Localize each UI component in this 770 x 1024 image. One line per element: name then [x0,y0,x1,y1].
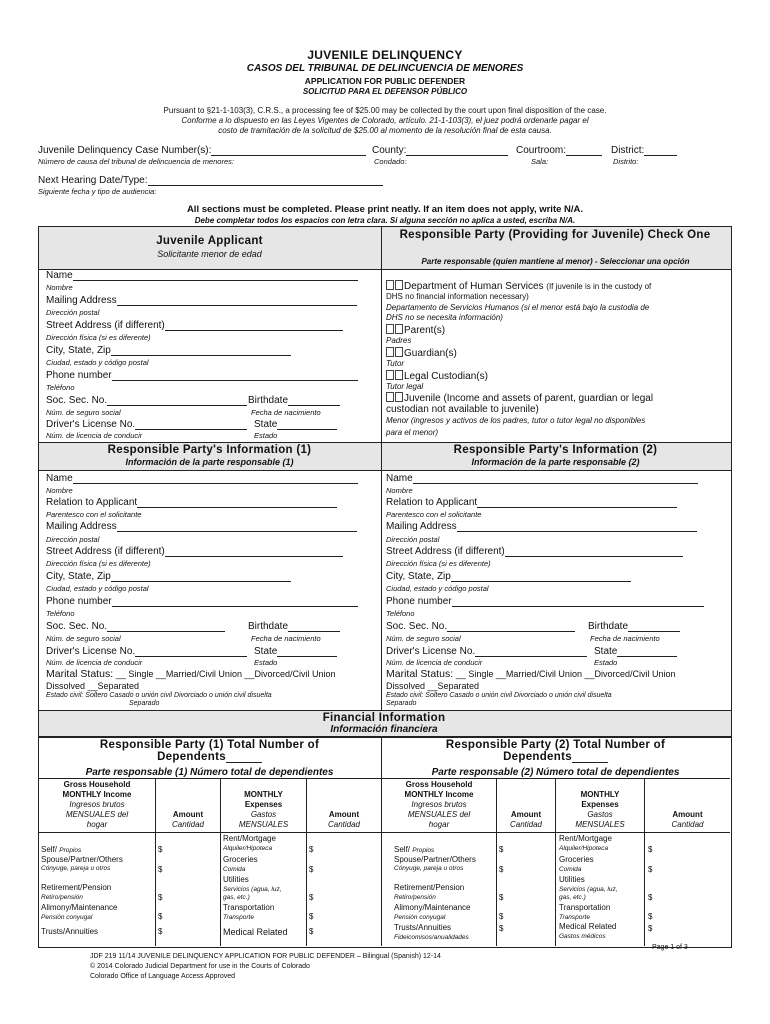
amount-field[interactable]: $ [309,845,314,854]
income-retirement-es: Retiro/pensión [41,894,83,901]
instructions: All sections must be completed. Please print neatly. If an item does not apply, write N/A. [186,204,584,215]
checkbox-icon[interactable] [395,370,403,380]
income-spouse-es: Cónyuge, pareja u otros [394,865,464,872]
expense-rent: Rent/Mortgage [223,834,276,843]
page-number: Page 1 of 3 [652,944,688,951]
label: State [254,419,278,430]
expense-groceries-es: Comida [559,866,582,873]
option-es: DHS no se necesita información) [386,313,503,322]
income-alimony-es: Pensión conyugal [394,914,446,921]
income-retirement: Retirement/Pension [41,883,112,892]
district-field[interactable] [611,145,677,156]
income-self [41,845,81,854]
label: Relation to Applicant [386,497,478,508]
label: Driver's License No. [46,419,136,430]
amount-field[interactable]: $ [499,912,504,921]
party2-marital-field[interactable] [386,668,676,680]
expense-transport-es: Transporte [223,914,254,921]
expense-rent-es: Alquiler/Hipoteca [559,845,609,852]
label-es: Núm. de licencia de conducir [46,658,143,667]
label-es: Ciudad, estado y código postal [46,358,149,367]
label: Responsible Party (1) Total Number of [99,739,320,751]
label-es: Dirección física (si es diferente) [386,559,491,568]
amount-col-header [645,810,730,830]
amount-field[interactable]: $ [499,865,504,874]
amount-field[interactable]: $ [309,927,314,936]
party1-city-field[interactable] [46,571,291,582]
applicant-mailing-field[interactable] [46,295,357,306]
option-es: Padres [386,336,412,345]
rp2-dependents[interactable] [381,739,730,763]
expense-transport: Transportation [223,903,275,912]
label-es: Núm. de seguro social [46,634,121,643]
fee-note-es-1: Conforme a lo dispuesto en las Leyes Vigentes de Colorado, artículo. 21-1-103(3), el juez podrá ordenarle pagar el [181,116,589,125]
option-dhs[interactable] [386,280,651,292]
responsible-heading: Responsible Party (Providing for Juvenile) Check One [399,229,711,241]
instructions-es: Debe completar todos los espacios con letra clara. Si alguna sección no aplica a usted, escriba N/A. [194,216,576,225]
form-subtitle: APPLICATION FOR PUBLIC DEFENDER [304,76,466,86]
expense-col-header [221,790,306,830]
applicant-heading-es: Solicitante menor de edad [157,249,262,259]
label: Marital Status: [46,668,114,680]
label-es: Estado civil: Soltero Casado o unión civil Divorciado o unión civil disuelta [386,692,612,699]
label-es: Nombre [386,486,413,495]
rp1-dependents[interactable] [38,739,381,763]
party1-dissolved[interactable]: Dissolved __Separated [46,681,140,691]
expense-utilities: Utilities [559,875,585,884]
rp1-dependents-es: Parte responsable (1) Número total de dependientes [85,767,334,778]
label: State [594,646,618,657]
options: __ Single __Married/Civil Union __Divorced/Civil Union [115,669,336,679]
h: Gastos [250,810,277,819]
label-es: Teléfono [386,609,415,618]
label-es: Nombre [46,486,73,495]
label: Driver's License No. [386,646,476,657]
label: Mailing Address [386,521,457,532]
case-number-label: Juvenile Delinquency Case Number(s): [38,145,212,156]
label: Name [46,473,73,484]
expense-transport-es: Transporte [559,914,590,921]
income-alimony: Alimony/Maintenance [41,903,118,912]
label-es: Núm. de seguro social [46,408,121,417]
party2-relation-field[interactable] [386,497,677,508]
h: MONTHLY Income [62,790,132,799]
label-es: Núm. de seguro social [386,634,461,643]
expense-utilities-es: gas, etc.) [223,894,250,901]
expense-utilities-es: Servicios (agua, luz, [223,886,282,893]
label: Marital Status: [386,668,454,680]
label-es: Separado [129,700,160,707]
income-self [394,845,434,854]
label: Birthdate [588,621,629,632]
label: Soc. Sec. No. [46,395,108,406]
label: Mailing Address [46,521,117,532]
option-es: para el menor) [386,428,439,437]
option-label: Department of Human Services [404,281,544,292]
expense-medical: Medical Related [559,922,617,931]
label-es: Fecha de nacimiento [251,408,321,417]
amount-field[interactable]: $ [499,924,504,933]
party2-license-field[interactable] [386,646,587,657]
label: Phone number [46,596,112,607]
checkbox-icon[interactable] [395,324,403,334]
party2-city-field[interactable] [386,571,631,582]
fee-note-es-2: costo de tramitación de la solicitud de $25.00 al momento de la resolución final de esta causa. [218,126,552,135]
label: Phone number [46,370,112,381]
income-retirement-es: Retiro/pensión [394,894,436,901]
expense-rent: Rent/Mortgage [559,834,612,843]
label: Driver's License No. [46,646,136,657]
label-es: Ciudad, estado y código postal [46,584,149,593]
checkbox-icon[interactable] [395,347,403,357]
h: Ingresos brutos [69,800,125,809]
amount-field[interactable]: $ [309,912,314,921]
applicant-birthdate-field[interactable] [248,395,340,406]
option-note: (If juvenile is in the custody of [546,282,652,291]
responsible-heading-es: Parte responsable (quien mantiene al menor) - Seleccionar una opción [421,257,690,266]
hearing-label-es: Siguiente fecha y tipo de audiencia: [38,187,157,196]
h: Cantidad [171,820,205,829]
party1-state-field[interactable] [254,646,337,657]
party2-phone-field[interactable] [386,596,704,607]
applicant-street-field[interactable] [46,320,343,331]
label-es: Fecha de nacimiento [251,634,321,643]
label-es: Dirección postal [386,535,440,544]
amount-col-header [497,810,555,830]
h: Ingresos brutos [411,800,467,809]
amount-field[interactable]: $ [499,893,504,902]
expense-utilities: Utilities [223,875,249,884]
checkbox-icon[interactable] [386,370,394,380]
option-label: Juvenile (Income and assets of parent, guardian or legal [404,393,654,404]
option-custodian[interactable] [386,370,488,382]
expense-groceries-es: Comida [223,866,246,873]
form-title-es: CASOS DEL TRIBUNAL DE DELINCUENCIA DE MENORES [246,63,524,74]
h: Amount [672,810,703,819]
checkbox-icon[interactable] [386,280,394,290]
h: MENSUALES [575,820,625,829]
income-col-header [383,780,495,830]
label: Responsible Party (2) Total Number of [445,739,666,751]
h: MENSUALES [238,820,289,829]
amount-field[interactable]: $ [648,912,653,921]
label-es: Núm. de licencia de conducir [386,658,483,667]
party1-heading-es: Información de la parte responsable (1) [125,457,294,467]
label-es: Estado [254,658,278,667]
h: Gastos [587,810,613,819]
option-es: Tutor legal [386,382,424,391]
label-es: Dirección postal [46,535,100,544]
label: Street Address (if different) [386,546,505,557]
party2-state-field[interactable] [594,646,677,657]
h: MONTHLY Income [404,790,474,799]
h: MONTHLY [580,790,620,799]
amount-field[interactable]: $ [309,893,314,902]
party1-license-field[interactable] [46,646,247,657]
amount-field[interactable]: $ [158,845,163,854]
checkbox-icon[interactable] [395,280,403,290]
h: Amount [172,810,204,819]
option-es: Departamento de Servicios Humanos (si el menor está bajo la custodia de [386,303,650,312]
expense-col-header [556,790,644,830]
courtroom-label-es: Sala: [531,157,549,166]
h: Cantidad [671,820,704,829]
label-es: Nombre [46,283,73,292]
label-es: Dirección postal [46,308,100,317]
label-es: Estado civil: Soltero Casado o unión civil Divorciado o unión civil disuelta [46,692,272,699]
amount-field[interactable]: $ [158,912,163,921]
label-es: Estado [254,431,278,440]
party2-heading: Responsible Party's Information (2) [453,444,658,456]
label: Mailing Address [46,295,117,306]
h: MENSUALES del [65,810,129,819]
expense-groceries: Groceries [559,855,594,864]
party2-heading-es: Información de la parte responsable (2) [471,457,640,467]
h: MONTHLY [244,790,283,799]
option-label: Legal Custodian(s) [404,371,488,382]
party2-ssn-field[interactable] [386,621,575,632]
hearing-field[interactable] [38,175,383,186]
footer-form-id: JDF 219 11/14 JUVENILE DELINQUENCY APPLICATION FOR PUBLIC DEFENDER – Bilingual (Spanish) 12-14 [90,953,441,960]
label-es: Propios [412,847,435,854]
financial-heading-es: Información financiera [330,724,438,735]
fee-note: Pursuant to §21-1-103(3), C.R.S., a processing fee of $25.00 may be collected by the court upon final disposition of the case. [163,106,607,115]
party1-birthdate-field[interactable] [248,621,340,632]
party1-relation-field[interactable] [46,497,337,508]
case-number-field[interactable] [38,145,366,156]
party1-street-field[interactable] [46,546,343,557]
h: Gross Household [405,780,473,789]
label-es: Dirección física (si es diferente) [46,559,151,568]
amount-field[interactable]: $ [648,845,653,854]
applicant-state-field[interactable] [254,419,337,430]
party1-ssn-field[interactable] [46,621,225,632]
applicant-header [38,226,383,270]
applicant-heading: Juvenile Applicant [156,235,263,247]
county-label: County: [372,145,407,156]
applicant-city-field[interactable] [46,345,291,356]
h: Gross Household [63,780,131,789]
form-subtitle-es: SOLICITUD PARA EL DEFENSOR PÚBLICO [302,87,468,96]
label: Soc. Sec. No. [386,621,448,632]
checkbox-icon[interactable] [386,392,394,402]
form-title: JUVENILE DELINQUENCY [307,48,463,62]
h: hogar [428,820,450,829]
label-es: Teléfono [46,609,75,618]
amount-field[interactable]: $ [499,845,504,854]
income-retirement: Retirement/Pension [394,883,465,892]
options: __ Single __Married/Civil Union __Divorced/Civil Union [455,669,676,679]
label-es: Propios [59,847,82,854]
label: Name [386,473,413,484]
option-label: Parent(s) [404,325,446,336]
label-es: Teléfono [46,383,75,392]
option-juvenile[interactable] [386,392,653,404]
label: Birthdate [248,621,289,632]
case-number-label-es: Número de causa del tribunal de delincuencia de menores: [38,157,234,166]
expense-medical: Medical Related [223,927,288,937]
option-note: DHS no financial information necessary) [386,292,529,301]
party2-dissolved[interactable]: Dissolved __Separated [386,681,480,691]
label: Dependents [157,751,226,763]
income-trusts: Trusts/Annuities [41,927,99,936]
rp2-dependents-es: Parte responsable (2) Número total de dependientes [431,767,680,778]
label-es: Estado [594,658,618,667]
label-es: Parentesco con el solicitante [46,510,142,519]
financial-heading: Financial Information [322,712,446,724]
courtroom-label: Courtroom: [516,145,567,156]
label-es: Dirección física (si es diferente) [46,333,151,342]
option-guardian[interactable] [386,347,457,359]
label: Self/ [394,845,411,854]
party2-name-field[interactable] [386,473,698,484]
applicant-license-field[interactable] [46,419,247,430]
h: Cantidad [327,820,361,829]
option-es: Menor (ingresos y activos de los padres, tutor o tutor legal no disponibles [386,416,646,425]
label: Street Address (if different) [46,320,165,331]
income-col-header [40,780,154,830]
checkbox-icon[interactable] [395,392,403,402]
label-es: Parentesco con el solicitante [386,510,482,519]
h: Expenses [244,800,283,809]
party2-street-field[interactable] [386,546,683,557]
amount-col-header [156,810,220,830]
party2-mailing-field[interactable] [386,521,697,532]
label: Street Address (if different) [46,546,165,557]
applicant-phone-field[interactable] [46,370,358,381]
label: Soc. Sec. No. [46,621,108,632]
amount-field[interactable]: $ [158,865,163,874]
h: MENSUALES del [407,810,471,819]
amount-field[interactable]: $ [309,865,314,874]
label: Birthdate [248,395,289,406]
label-es: Ciudad, estado y código postal [386,584,489,593]
county-label-es: Condado: [374,157,407,166]
label: Self/ [41,845,58,854]
applicant-ssn-field[interactable] [46,395,247,406]
expense-rent-es: Alquiler/Hipoteca [223,845,273,852]
expense-groceries: Groceries [223,855,258,864]
option-es: Tutor [386,359,405,368]
income-spouse: Spouse/Partner/Others [394,855,476,864]
h: hogar [86,820,108,829]
district-label: District: [611,145,645,156]
expense-utilities-es: gas, etc.) [559,894,586,901]
expense-utilities-es: Servicios (agua, luz, [559,886,618,893]
party1-marital-field[interactable] [46,668,336,680]
income-spouse-es: Cónyuge, pareja u otros [41,865,111,872]
income-spouse: Spouse/Partner/Others [41,855,123,864]
county-field[interactable] [372,145,508,156]
option-juvenile-2: custodian not available to juvenile) [386,404,539,415]
amount-field[interactable]: $ [648,893,653,902]
option-label: Guardian(s) [404,348,457,359]
income-trusts: Trusts/Annuities [394,923,452,932]
label: State [254,646,278,657]
h: Amount [328,810,360,819]
h: Expenses [581,800,619,809]
checkbox-icon[interactable] [386,324,394,334]
expense-medical-es: Gastos médicos [559,933,606,940]
label: City, State, Zip [46,345,111,356]
income-alimony-es: Pensión conyugal [41,914,93,921]
amount-field[interactable]: $ [158,927,163,936]
amount-field[interactable]: $ [648,924,653,933]
footer-copyright: © 2014 Colorado Judicial Department for use in the Courts of Colorado [90,963,310,970]
h: Cantidad [509,820,543,829]
courtroom-field[interactable] [516,145,602,156]
party1-heading: Responsible Party's Information (1) [107,444,312,456]
party1-mailing-field[interactable] [46,521,357,532]
hearing-label: Next Hearing Date/Type: [38,175,148,186]
option-parent[interactable] [386,324,445,336]
amount-field[interactable]: $ [158,893,163,902]
label: Name [46,270,73,281]
label: Dependents [503,751,572,763]
label: Relation to Applicant [46,497,138,508]
party1-phone-field[interactable] [46,596,358,607]
applicant-name-field[interactable] [46,270,358,281]
label: City, State, Zip [46,571,111,582]
label: Phone number [386,596,452,607]
label-es: Separado [386,700,417,707]
expense-transport: Transportation [559,903,611,912]
h: Amount [510,810,542,819]
footer-approval: Colorado Office of Language Access Approved [90,973,236,980]
income-alimony: Alimony/Maintenance [394,903,471,912]
label: City, State, Zip [386,571,451,582]
label-es: Núm. de licencia de conducir [46,431,143,440]
district-label-es: Distrito: [613,157,639,166]
amount-field[interactable]: $ [648,865,653,874]
checkbox-icon[interactable] [386,347,394,357]
party1-name-field[interactable] [46,473,358,484]
label-es: Fecha de nacimiento [590,634,660,643]
party2-birthdate-field[interactable] [588,621,680,632]
income-trusts-es: Fideicomisos/anualidades [394,934,469,941]
amount-col-header [307,810,381,830]
